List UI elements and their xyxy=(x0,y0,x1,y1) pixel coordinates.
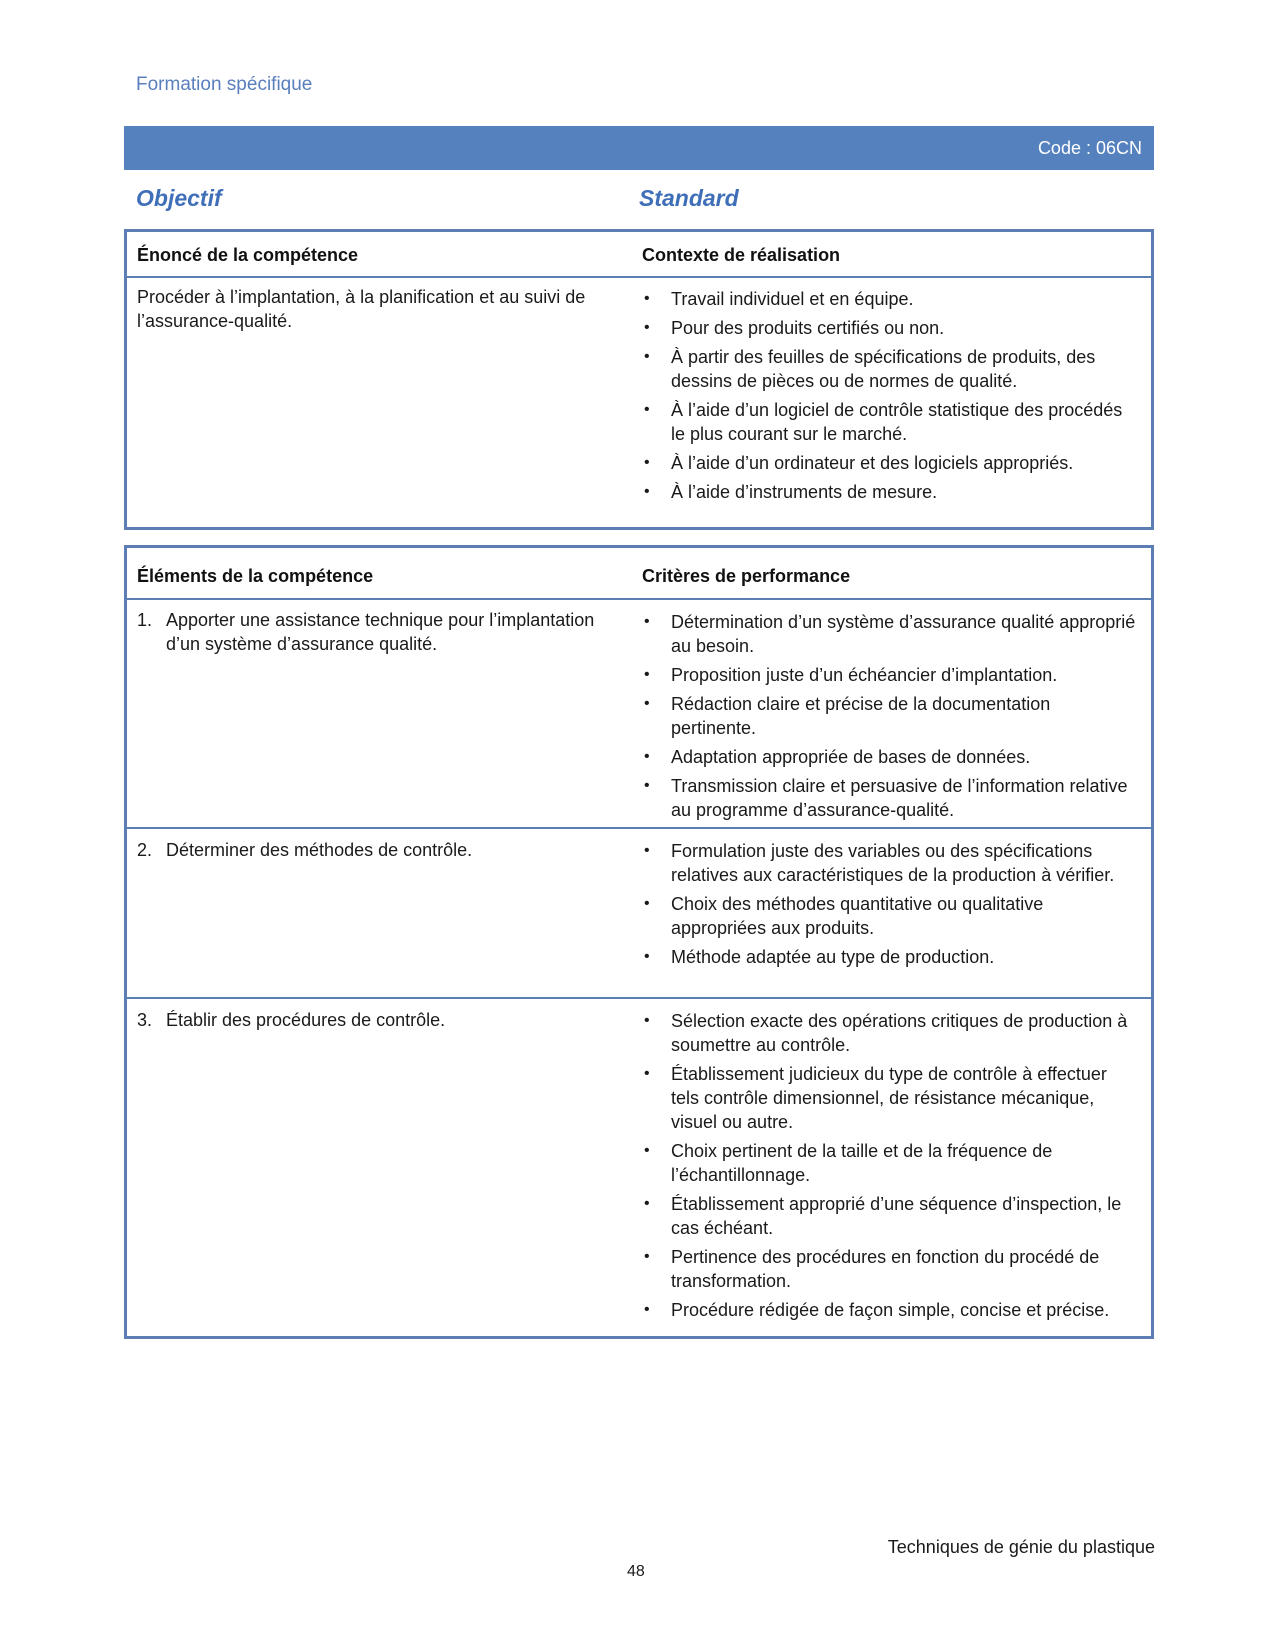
objective-title: Objectif xyxy=(136,185,222,211)
bullet-icon: • xyxy=(644,1248,650,1265)
competence-box xyxy=(124,229,1154,530)
bullet-icon: • xyxy=(644,290,650,307)
element-text: Apporter une assistance technique pour l’implantation d’un système d’assurance qualité. xyxy=(166,610,595,654)
elements-header: Éléments de la compétence xyxy=(137,566,374,586)
bullet-icon: • xyxy=(644,401,650,418)
element-text: Déterminer des méthodes de contrôle. xyxy=(166,840,473,860)
list-item: • Établissement approprié d’une séquence d’inspection, le cas échéant. xyxy=(644,1194,1122,1238)
list-item: • Rédaction claire et précise de la documentation pertinente. xyxy=(644,694,1051,738)
criteria-list-3 xyxy=(642,1009,1137,1327)
context-header: Contexte de réalisation xyxy=(642,245,841,265)
list-item: • Adaptation appropriée de bases de données. xyxy=(644,747,1031,767)
competence-statement: Procéder à l’implantation, à la planification et au suivi de l’assurance-qualité. xyxy=(137,287,586,331)
list-item: • Choix des méthodes quantitative ou qualitative appropriées aux produits. xyxy=(644,894,1044,938)
bullet-icon: • xyxy=(644,1142,650,1159)
header-divider xyxy=(127,276,1151,278)
standard-title: Standard xyxy=(639,185,739,211)
competency-code: Code : 06CN xyxy=(1037,138,1142,158)
bullet-icon: • xyxy=(644,454,650,471)
program-label: Formation spécifique xyxy=(136,74,313,95)
bullet-icon: • xyxy=(644,483,650,500)
list-item: • À partir des feuilles de spécifications de produits, des dessins de pièces ou de normes de qualité. xyxy=(644,347,1096,391)
list-item: • Procédure rédigée de façon simple, concise et précise. xyxy=(644,1300,1110,1320)
criteria-list-2 xyxy=(642,839,1137,974)
bullet-icon: • xyxy=(644,1301,650,1318)
list-item: • À l’aide d’un ordinateur et des logiciels appropriés. xyxy=(644,453,1074,473)
list-item: • Travail individuel et en équipe. xyxy=(644,289,914,309)
bullet-icon: • xyxy=(644,948,650,965)
list-item: • Pour des produits certifiés ou non. xyxy=(644,318,945,338)
page-number: 48 xyxy=(627,1563,645,1580)
footer-program-name: Techniques de génie du plastique xyxy=(887,1537,1155,1557)
criteria-header: Critères de performance xyxy=(642,566,851,586)
list-item: • Formulation juste des variables ou des spécifications relatives aux caractéristiques de la production à vérifier. xyxy=(644,841,1115,885)
elements-box xyxy=(124,545,1154,1339)
bullet-icon: • xyxy=(644,748,650,765)
context-list xyxy=(642,287,1137,509)
bullet-icon: • xyxy=(644,1012,650,1029)
bullet-icon: • xyxy=(644,319,650,336)
bullet-icon: • xyxy=(644,895,650,912)
header-divider xyxy=(127,598,1151,600)
element-number: 3. xyxy=(137,1010,153,1030)
list-item: • Méthode adaptée au type de production. xyxy=(644,947,995,967)
bullet-icon: • xyxy=(644,348,650,365)
element-2 xyxy=(137,838,617,862)
list-item: • Proposition juste d’un échéancier d’implantation. xyxy=(644,665,1058,685)
element-number: 2. xyxy=(137,840,153,860)
list-item: • Transmission claire et persuasive de l’information relative au programme d’assurance-qualité. xyxy=(644,776,1128,820)
criteria-list-1 xyxy=(642,610,1137,827)
bullet-icon: • xyxy=(644,777,650,794)
list-item: • Pertinence des procédures en fonction du procédé de transformation. xyxy=(644,1247,1100,1291)
bullet-icon: • xyxy=(644,1065,650,1082)
statement-header: Énoncé de la compétence xyxy=(137,245,359,265)
list-item: • À l’aide d’un logiciel de contrôle statistique des procédés le plus courant sur le marché. xyxy=(644,400,1123,444)
element-number: 1. xyxy=(137,610,153,630)
list-item: • Choix pertinent de la taille et de la fréquence de l’échantillonnage. xyxy=(644,1141,1053,1185)
bullet-icon: • xyxy=(644,666,650,683)
code-bar xyxy=(124,126,1154,170)
element-text: Établir des procédures de contrôle. xyxy=(166,1010,446,1030)
list-item: • Établissement judicieux du type de contrôle à effectuer tels contrôle dimensionnel, de résistance mécanique, visuel ou autre. xyxy=(644,1064,1107,1132)
list-item: • Détermination d’un système d’assurance qualité approprié au besoin. xyxy=(644,612,1136,656)
list-item: • À l’aide d’instruments de mesure. xyxy=(644,482,938,502)
row-divider xyxy=(127,827,1151,829)
bullet-icon: • xyxy=(644,1195,650,1212)
row-divider xyxy=(127,997,1151,999)
bullet-icon: • xyxy=(644,613,650,630)
element-1 xyxy=(137,608,617,656)
bullet-icon: • xyxy=(644,695,650,712)
bullet-icon: • xyxy=(644,842,650,859)
list-item: • Sélection exacte des opérations critiques de production à soumettre au contrôle. xyxy=(644,1011,1128,1055)
element-3 xyxy=(137,1008,617,1032)
